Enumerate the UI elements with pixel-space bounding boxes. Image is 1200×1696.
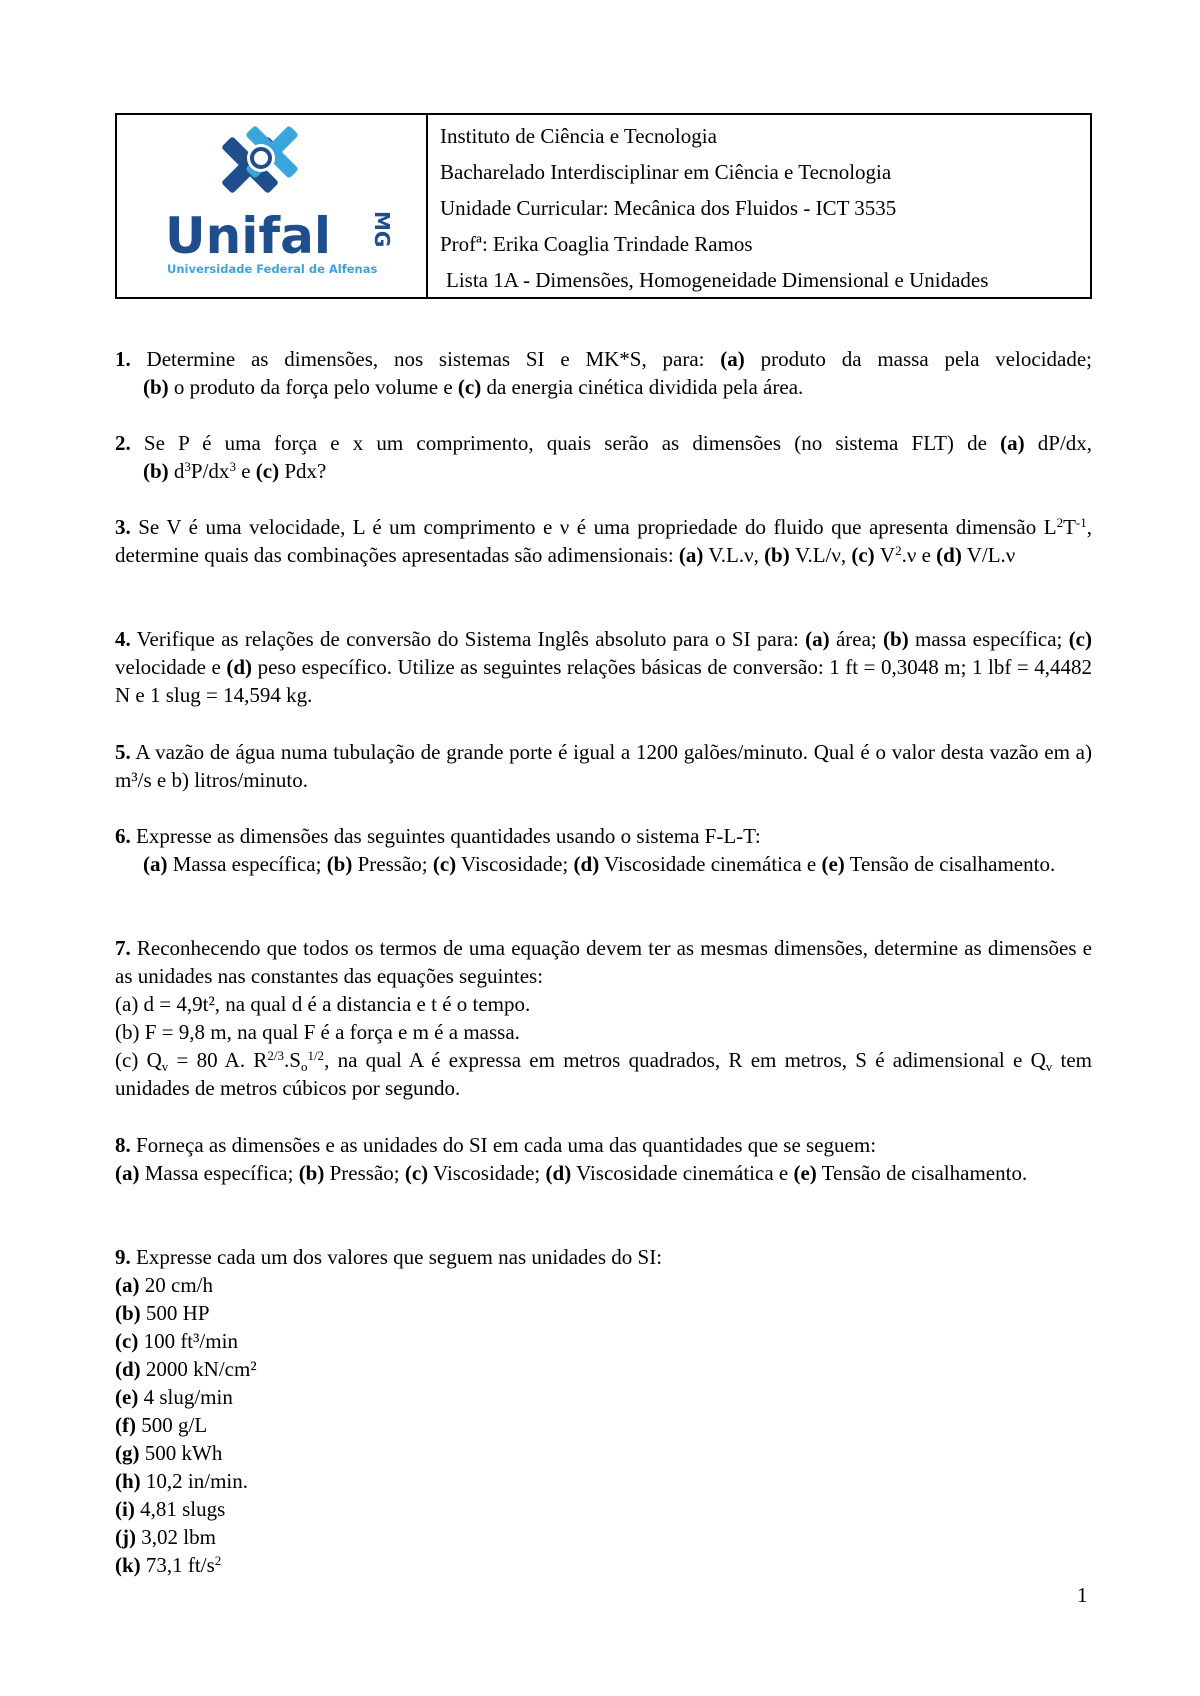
text-span: A vazão de água numa tubulação de grande porte é igual a 1200 galões/minuto. Qual é o valor desta vazão em a) m³/s e b) litros/minuto. bbox=[115, 740, 1092, 792]
subscript: o bbox=[300, 1059, 308, 1074]
text-span: V bbox=[879, 543, 896, 567]
text-span: Verifique as relações de conversão do Sistema Inglês absoluto para o SI para: bbox=[136, 627, 799, 651]
item-label: (c) bbox=[432, 852, 457, 876]
list-item bbox=[115, 1355, 1092, 1383]
list-item bbox=[115, 1495, 1092, 1523]
item-label: (a) bbox=[720, 347, 745, 371]
text-span: e bbox=[241, 459, 251, 483]
question-1 bbox=[115, 345, 1092, 401]
text-span: Reconhecendo que todos os termos de uma equação devem ter as mesmas dimensões, determine as dimensões e as unidades nas constantes das equações seguintes: bbox=[115, 936, 1092, 988]
text-span: Viscosidade cinemática e bbox=[576, 1161, 789, 1185]
text-span: .S bbox=[284, 1048, 301, 1072]
text-span bbox=[115, 850, 1092, 878]
question-number: 9. bbox=[115, 1245, 131, 1269]
question-8 bbox=[115, 1131, 1092, 1187]
text-span: o produto da força pelo volume e bbox=[173, 375, 453, 399]
list-item bbox=[115, 1411, 1092, 1439]
page-number: 1 bbox=[1077, 1583, 1088, 1607]
superscript: 2 bbox=[1056, 515, 1064, 530]
text-span: Forneça as dimensões e as unidades do SI em cada uma das quantidades que se seguem: bbox=[136, 1133, 877, 1157]
text-span: 500 HP bbox=[145, 1301, 210, 1325]
text-span: velocidade e bbox=[115, 655, 221, 679]
item-label: (f) bbox=[115, 1413, 136, 1437]
question-7 bbox=[115, 934, 1092, 1102]
text-span: , determine quais das combinações apresentadas são adimensionais: bbox=[115, 515, 1092, 567]
list-item bbox=[115, 1523, 1092, 1551]
text-span: Determine as dimensões, nos sistemas SI e MK*S, para: bbox=[146, 347, 705, 371]
question-6 bbox=[115, 822, 1092, 878]
text-span: Expresse cada um dos valores que seguem nas unidades do SI: bbox=[136, 1245, 663, 1269]
text-span bbox=[115, 429, 1092, 457]
item-label: (e) bbox=[115, 1385, 139, 1409]
text-span: Tensão de cisalhamento. bbox=[849, 852, 1056, 876]
superscript: 1/2 bbox=[307, 1048, 325, 1063]
question-number: 8. bbox=[115, 1133, 131, 1157]
question-2 bbox=[115, 429, 1092, 485]
text-span: Se P é uma força e x um comprimento, quais serão as dimensões (no sistema FLT) de bbox=[143, 431, 987, 455]
question-4 bbox=[115, 625, 1092, 709]
text-span: Massa específica; bbox=[172, 852, 322, 876]
text-span: 4,81 slugs bbox=[140, 1497, 226, 1521]
text-span bbox=[115, 934, 1092, 990]
text-span: área; bbox=[835, 627, 877, 651]
item-label: (d) bbox=[226, 655, 253, 679]
item-label: (e) bbox=[793, 1161, 817, 1185]
list-item bbox=[115, 1439, 1092, 1467]
item-label: (b) bbox=[764, 543, 790, 567]
text-span: Tensão de cisalhamento. bbox=[821, 1161, 1028, 1185]
text-span: 20 cm/h bbox=[144, 1273, 213, 1297]
question-3 bbox=[115, 513, 1092, 569]
text-span: , na qual A é expressa em metros quadrados, R em metros, S é adimensional e Q bbox=[324, 1048, 1046, 1072]
text-span: peso específico. Utilize as seguintes relações básicas de conversão: 1 ft = 0,3048 m; 1 lbf = 4,4482 N e 1 slug = 14,594 kg. bbox=[115, 655, 1093, 707]
text-span: Massa específica; bbox=[144, 1161, 294, 1185]
question-number: 2. bbox=[115, 431, 131, 455]
text-span: Expresse as dimensões das seguintes quantidades usando o sistema F-L-T: bbox=[136, 824, 761, 848]
text-span: 73,1 ft/s bbox=[145, 1553, 215, 1577]
text-span: (b) F = 9,8 m, na qual F é a força e m é a massa. bbox=[115, 1020, 520, 1044]
unit-list bbox=[115, 1271, 1092, 1579]
text-span bbox=[115, 1159, 1092, 1187]
logo-tag: MG bbox=[370, 211, 394, 248]
item-label: (b) bbox=[143, 375, 169, 399]
item-label: (b) bbox=[298, 1161, 325, 1185]
text-span bbox=[115, 457, 1092, 485]
superscript: 2/3 bbox=[267, 1048, 284, 1063]
text-span bbox=[115, 738, 1092, 794]
text-span: V.L.ν, bbox=[708, 543, 759, 567]
superscript: 3 bbox=[229, 459, 236, 474]
logo-cell bbox=[117, 115, 428, 297]
question-9 bbox=[115, 1243, 1092, 1579]
info-cell bbox=[428, 115, 1090, 297]
logo-emblem-icon bbox=[221, 125, 299, 194]
item-label: (c) bbox=[851, 543, 875, 567]
item-label: (g) bbox=[115, 1441, 140, 1465]
text-span: 500 kWh bbox=[144, 1441, 223, 1465]
superscript: 2 bbox=[214, 1553, 222, 1568]
item-label: (a) bbox=[143, 852, 168, 876]
text-span: 500 g/L bbox=[141, 1413, 208, 1437]
text-span: 10,2 in/min. bbox=[145, 1469, 249, 1493]
text-span bbox=[115, 1131, 1092, 1159]
text-span: massa específica; bbox=[915, 627, 1063, 651]
list-item bbox=[115, 1551, 1092, 1579]
item-label: (a) bbox=[1000, 431, 1025, 455]
text-span: T bbox=[1063, 515, 1076, 539]
question-number: 4. bbox=[115, 627, 131, 651]
item-label: (d) bbox=[115, 1357, 141, 1381]
item-label: (c) bbox=[115, 1329, 139, 1353]
item-label: (a) bbox=[805, 627, 830, 651]
list-item bbox=[115, 1271, 1092, 1299]
text-span: Viscosidade cinemática e bbox=[604, 852, 817, 876]
logo-subtitle: Universidade Federal de Alfenas bbox=[167, 262, 378, 276]
program: Bacharelado Interdisciplinar em Ciência e Tecnologia bbox=[440, 160, 892, 184]
text-span: 4 slug/min bbox=[143, 1385, 233, 1409]
item-label: (h) bbox=[115, 1469, 141, 1493]
superscript: -1 bbox=[1075, 515, 1087, 530]
professor: Profª: Erika Coaglia Trindade Ramos bbox=[440, 232, 753, 256]
item-label: (a) bbox=[678, 543, 704, 567]
item-label: (d) bbox=[936, 543, 962, 567]
unifal-logo bbox=[117, 115, 422, 297]
text-span: Pressão; bbox=[329, 1161, 400, 1185]
institute: Instituto de Ciência e Tecnologia bbox=[440, 124, 717, 148]
item-label: (d) bbox=[573, 852, 600, 876]
text-span: .ν e bbox=[901, 543, 931, 567]
text-span bbox=[115, 345, 1092, 373]
superscript: 2 bbox=[895, 543, 902, 558]
question-5 bbox=[115, 738, 1092, 794]
text-span: 100 ft³/min bbox=[143, 1329, 238, 1353]
header-box bbox=[115, 113, 1092, 299]
text-span: da energia cinética dividida pela área. bbox=[486, 375, 804, 399]
text-span: Viscosidade; bbox=[433, 1161, 541, 1185]
list-title: Lista 1A - Dimensões, Homogeneidade Dimensional e Unidades bbox=[446, 268, 989, 292]
item-label: (a) bbox=[115, 1273, 140, 1297]
text-span: Viscosidade; bbox=[461, 852, 569, 876]
list-item bbox=[115, 1327, 1092, 1355]
text-span bbox=[115, 1046, 1092, 1102]
text-span: d bbox=[173, 459, 185, 483]
subscript: v bbox=[161, 1059, 169, 1074]
list-item bbox=[115, 1299, 1092, 1327]
question-number: 5. bbox=[115, 740, 131, 764]
text-span: produto da massa pela velocidade; bbox=[760, 347, 1093, 371]
text-span: 3,02 lbm bbox=[141, 1525, 216, 1549]
item-label: (i) bbox=[115, 1497, 135, 1521]
item-label: (c) bbox=[1068, 627, 1092, 651]
item-label: (b) bbox=[326, 852, 353, 876]
superscript: 3 bbox=[184, 459, 191, 474]
item-label: (b) bbox=[115, 1301, 141, 1325]
text-span bbox=[115, 1243, 1092, 1271]
item-label: (a) bbox=[115, 1161, 140, 1185]
question-number: 1. bbox=[115, 347, 131, 371]
text-span: tem unidades de metros cúbicos por segundo. bbox=[115, 1048, 1092, 1100]
item-label: (e) bbox=[821, 852, 845, 876]
item-label: (d) bbox=[545, 1161, 572, 1185]
text-span: Se V é uma velocidade, L é um comprimento e ν é uma propriedade do fluido que apresenta dimensão L bbox=[138, 515, 1057, 539]
item-label: (c) bbox=[404, 1161, 429, 1185]
text-span: (c) Q bbox=[115, 1048, 162, 1072]
item-label: (b) bbox=[143, 459, 169, 483]
item-label: (j) bbox=[115, 1525, 136, 1549]
list-item bbox=[115, 1467, 1092, 1495]
text-span bbox=[115, 513, 1092, 569]
text-span: = 80 A. R bbox=[168, 1048, 268, 1072]
course: Unidade Curricular: Mecânica dos Fluidos - ICT 3535 bbox=[440, 196, 897, 220]
text-span: (a) d = 4,9t², na qual d é a distancia e t é o tempo. bbox=[115, 992, 531, 1016]
item-label: (c) bbox=[457, 375, 482, 399]
item-label: (k) bbox=[115, 1553, 141, 1577]
question-number: 3. bbox=[115, 515, 131, 539]
text-span: V/L.ν bbox=[966, 543, 1016, 567]
text-span bbox=[115, 822, 1092, 850]
item-label: (c) bbox=[255, 459, 280, 483]
text-span: Pdx? bbox=[284, 459, 327, 483]
text-span: dP/dx, bbox=[1037, 431, 1093, 455]
text-span: 2000 kN/cm² bbox=[145, 1357, 257, 1381]
question-number: 7. bbox=[115, 936, 131, 960]
text-span: V.L/ν, bbox=[794, 543, 847, 567]
text-span bbox=[115, 373, 1092, 401]
subscript: v bbox=[1045, 1059, 1053, 1074]
list-item bbox=[115, 1383, 1092, 1411]
item-label: (b) bbox=[883, 627, 909, 651]
text-span bbox=[115, 625, 1092, 709]
logo-name: Unifal bbox=[165, 207, 331, 265]
question-number: 6. bbox=[115, 824, 131, 848]
text-span: P/dx bbox=[190, 459, 230, 483]
text-span: Pressão; bbox=[357, 852, 428, 876]
